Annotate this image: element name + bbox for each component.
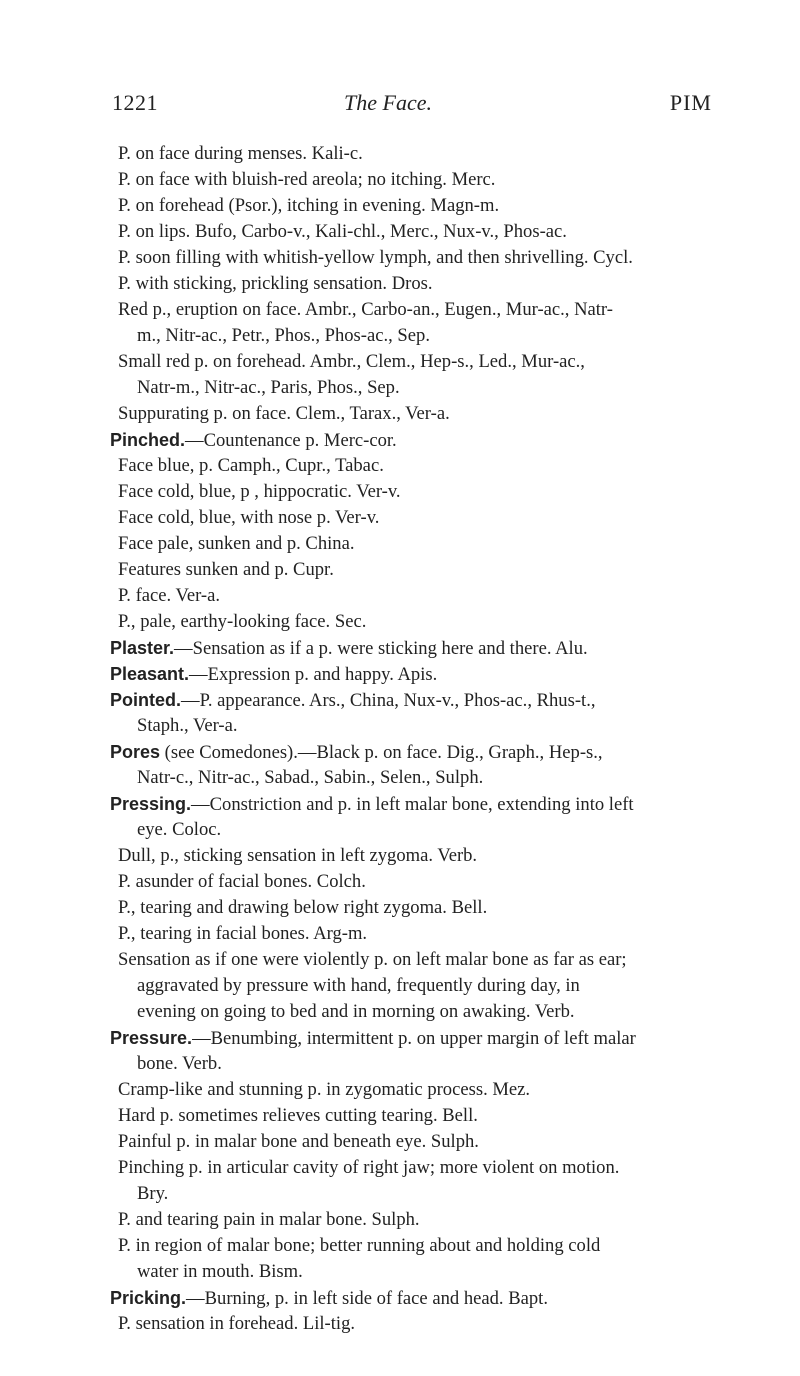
- page-title: The Face.: [344, 90, 432, 115]
- entry-text: P. face. Ver-a.: [118, 585, 221, 606]
- entry-text: Natr-c., Nitr-ac., Sabad., Sabin., Selen., Sulph.: [137, 767, 484, 788]
- entry-text: Pinching p. in articular cavity of right jaw; more violent on motion.: [118, 1157, 620, 1178]
- entry-text: —Constriction and p. in left malar bone, extending into left: [191, 794, 634, 815]
- entry-heading-line: [110, 427, 710, 453]
- entry-line: [110, 583, 710, 609]
- entry-text: P. on face during menses. Kali-c.: [118, 143, 363, 164]
- entry-text: eye. Coloc.: [137, 819, 222, 840]
- entry-text: Suppurating p. on face. Clem., Tarax., Ver-a.: [118, 403, 450, 424]
- entry-text: —Benumbing, intermittent p. on upper margin of left malar: [192, 1028, 636, 1049]
- entry-text: —Expression p. and happy. Apis.: [189, 664, 438, 685]
- entry-line: [110, 219, 710, 245]
- page-number: 1221: [112, 90, 158, 115]
- entry-line: [110, 895, 710, 921]
- entry-text: Features sunken and p. Cupr.: [118, 559, 334, 580]
- section-abbreviation: PIM: [669, 90, 712, 115]
- entry-keyword: Pinched.: [110, 430, 186, 450]
- entry-text: Red p., eruption on face. Ambr., Carbo-an., Eugen., Mur-ac., Natr-: [118, 299, 613, 320]
- entry-line: [110, 323, 710, 349]
- entry-text: Painful p. in malar bone and beneath eye. Sulph.: [118, 1131, 479, 1152]
- entry-text: m., Nitr-ac., Petr., Phos., Phos-ac., Sep.: [137, 325, 430, 346]
- entry-line: [110, 453, 710, 479]
- entry-text: P. on face with bluish-red areola; no itching. Merc.: [118, 169, 496, 190]
- entry-text: Sensation as if one were violently p. on left malar bone as far as ear;: [118, 949, 627, 970]
- entry-line: [110, 609, 710, 635]
- entry-heading-line: [110, 1025, 710, 1051]
- entry-text: P., tearing and drawing below right zygoma. Bell.: [118, 897, 488, 918]
- entry-text: bone. Verb.: [137, 1053, 222, 1074]
- entry-line: [110, 1207, 710, 1233]
- entry-text: P. on lips. Bufo, Carbo-v., Kali-chl., Merc., Nux-v., Phos-ac.: [118, 221, 567, 242]
- entry-line: [110, 1051, 710, 1077]
- entry-text: Cramp-like and stunning p. in zygomatic process. Mez.: [118, 1079, 531, 1100]
- entry-heading-line: [110, 635, 710, 661]
- entry-line: [110, 375, 710, 401]
- entry-line: [110, 1129, 710, 1155]
- entry-text: P. on forehead (Psor.), itching in evening. Magn-m.: [118, 195, 500, 216]
- entry-keyword: Pressure.: [110, 1028, 193, 1048]
- entry-text: P. asunder of facial bones. Colch.: [118, 871, 366, 892]
- entry-line: [110, 869, 710, 895]
- entry-keyword: Pointed.: [110, 690, 181, 710]
- entry-text: water in mouth. Bism.: [137, 1261, 303, 1282]
- entry-text: P. and tearing pain in malar bone. Sulph.: [118, 1209, 420, 1230]
- entry-text: Face pale, sunken and p. China.: [118, 533, 355, 554]
- entry-line: [110, 1311, 710, 1337]
- entry-line: [110, 1233, 710, 1259]
- entry-keyword: Pleasant.: [110, 664, 190, 684]
- entry-line: [110, 999, 710, 1025]
- entry-line: [110, 245, 710, 271]
- entry-heading-line: [110, 687, 710, 713]
- entry-line: [110, 531, 710, 557]
- entry-text: Face cold, blue, with nose p. Ver-v.: [118, 507, 380, 528]
- entry-text: Staph., Ver-a.: [137, 715, 238, 736]
- entry-line: [110, 973, 710, 999]
- entry-text: —P. appearance. Ars., China, Nux-v., Phos-ac., Rhus-t.,: [181, 690, 596, 711]
- entry-text: P., tearing in facial bones. Arg-m.: [118, 923, 368, 944]
- repertory-entries: [110, 141, 710, 1337]
- entry-line: [110, 505, 710, 531]
- entry-heading-line: [110, 661, 710, 687]
- entry-heading-line: [110, 739, 710, 765]
- entry-line: [110, 1155, 710, 1181]
- entry-text: Face blue, p. Camph., Cupr., Tabac.: [118, 455, 384, 476]
- running-header: [112, 88, 712, 118]
- entry-line: [110, 193, 710, 219]
- entry-line: [110, 921, 710, 947]
- entry-line: [110, 557, 710, 583]
- entry-line: [110, 843, 710, 869]
- entry-line: [110, 1259, 710, 1285]
- entry-keyword: Pores: [110, 742, 161, 762]
- entry-line: [110, 271, 710, 297]
- entry-text: P. with sticking, prickling sensation. Dros.: [118, 273, 433, 294]
- entry-text: P. in region of malar bone; better running about and holding cold: [118, 1235, 601, 1256]
- entry-text: P. soon filling with whitish-yellow lymph, and then shrivelling. Cycl.: [118, 247, 633, 268]
- entry-line: [110, 141, 710, 167]
- entry-text: aggravated by pressure with hand, frequently during day, in: [137, 975, 580, 996]
- entry-keyword: Pressing.: [110, 794, 192, 814]
- entry-line: [110, 479, 710, 505]
- entry-line: [110, 947, 710, 973]
- entry-text: Small red p. on forehead. Ambr., Clem., Hep-s., Led., Mur-ac.,: [118, 351, 585, 372]
- entry-line: [110, 1103, 710, 1129]
- entry-text: P., pale, earthy-looking face. Sec.: [118, 611, 367, 632]
- entry-text: —Sensation as if a p. were sticking here and there. Alu.: [174, 638, 588, 659]
- entry-text: Natr-m., Nitr-ac., Paris, Phos., Sep.: [137, 377, 400, 398]
- entry-text: Bry.: [137, 1183, 169, 1204]
- entry-keyword: Plaster.: [110, 638, 175, 658]
- entry-line: [110, 1077, 710, 1103]
- entry-text: Dull, p., sticking sensation in left zygoma. Verb.: [118, 845, 478, 866]
- entry-line: [110, 1181, 710, 1207]
- entry-keyword: Pricking.: [110, 1288, 187, 1308]
- entry-line: [110, 167, 710, 193]
- entry-line: [110, 817, 710, 843]
- entry-text: —Countenance p. Merc-cor.: [185, 430, 397, 451]
- entry-text: (see Comedones).—Black p. on face. Dig., Graph., Hep-s.,: [160, 742, 603, 763]
- entry-text: Hard p. sometimes relieves cutting tearing. Bell.: [118, 1105, 478, 1126]
- entry-line: [110, 713, 710, 739]
- entry-line: [110, 401, 710, 427]
- entry-text: —Burning, p. in left side of face and head. Bapt.: [186, 1288, 548, 1309]
- entry-text: P. sensation in forehead. Lil-tig.: [118, 1313, 356, 1334]
- entry-line: [110, 297, 710, 323]
- entry-text: evening on going to bed and in morning on awaking. Verb.: [137, 1001, 575, 1022]
- entry-line: [110, 765, 710, 791]
- entry-text: Face cold, blue, p , hippocratic. Ver-v.: [118, 481, 401, 502]
- entry-heading-line: [110, 1285, 710, 1311]
- entry-heading-line: [110, 791, 710, 817]
- entry-line: [110, 349, 710, 375]
